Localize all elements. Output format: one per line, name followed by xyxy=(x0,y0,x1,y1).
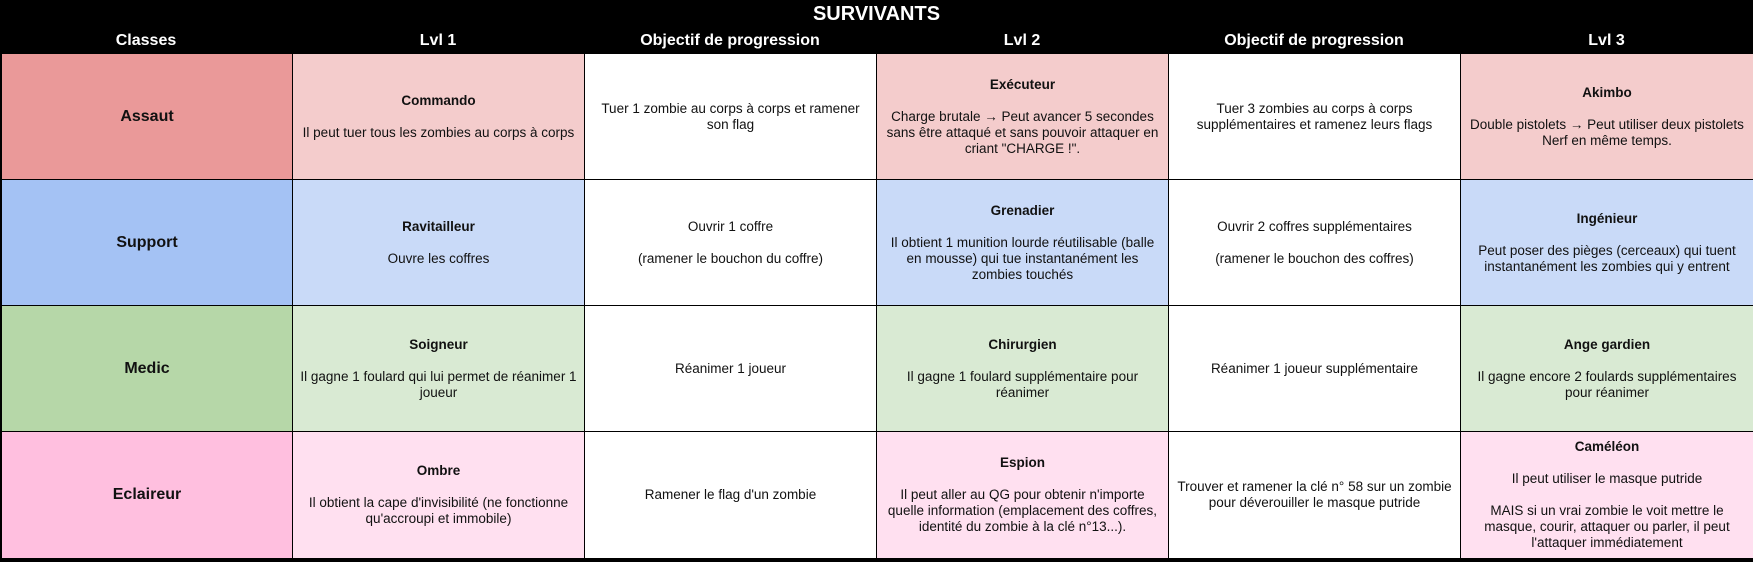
level-description: Ouvre les coffres xyxy=(387,250,490,266)
class-name: Assaut xyxy=(120,107,174,125)
objective1-cell-eclaireur xyxy=(584,431,876,558)
lvl2-cell-medic xyxy=(876,305,1168,431)
objective-text: Réanimer 1 joueur xyxy=(674,360,787,376)
level-name: Ange gardien xyxy=(1563,336,1651,352)
level-description: Double pistolets → Peut utiliser deux pistolets Nerf en même temps. xyxy=(1470,116,1744,148)
level-description: Charge brutale → Peut avancer 5 secondes sans être attaqué et sans pouvoir attaquer en criant "CHARGE !". xyxy=(886,108,1159,156)
header-classes: Classes xyxy=(115,32,177,49)
level-name: Ravitailleur xyxy=(402,218,475,234)
lvl1-cell-medic xyxy=(292,305,584,431)
objective1-cell-assault xyxy=(584,53,876,179)
class-cell-support xyxy=(0,179,292,305)
objective-text: Tuer 3 zombies au corps à corps supplémentaires et ramenez leurs flags xyxy=(1196,100,1433,132)
level-name: Commando xyxy=(401,92,476,108)
lvl2-cell-support xyxy=(876,179,1168,305)
level-description: Peut poser des pièges (cerceaux) qui tuent instantanément les zombies qui y entrent xyxy=(1478,242,1736,274)
header-lvl3: Lvl 3 xyxy=(1588,32,1625,49)
lvl3-cell-assault xyxy=(1460,53,1753,179)
level-name: Ingénieur xyxy=(1576,210,1638,226)
objective1-cell-medic xyxy=(584,305,876,431)
level-description: Il peut tuer tous les zombies au corps à corps xyxy=(302,124,575,140)
level-name: Caméléon xyxy=(1574,439,1640,454)
level-description: Il peut utiliser le masque putride MAIS si un vrai zombie le voit mettre le masque, courir, attaquer ou parler, il peut l'attaquer immédiatement xyxy=(1484,471,1730,550)
level-name: Soigneur xyxy=(409,336,468,352)
objective-text: Tuer 1 zombie au corps à corps et ramener son flag xyxy=(601,100,860,132)
survivor-classes-table xyxy=(0,28,1753,558)
objective2-cell-medic xyxy=(1168,305,1460,431)
level-name: Akimbo xyxy=(1582,84,1632,100)
objective2-cell-support xyxy=(1168,179,1460,305)
level-name: Ombre xyxy=(416,463,461,478)
lvl3-cell-eclaireur xyxy=(1460,431,1753,558)
header-lvl1: Lvl 1 xyxy=(419,32,457,49)
class-name: Support xyxy=(116,233,178,251)
header-objective-2: Objectif de progression xyxy=(1224,32,1404,49)
level-description: Il obtient 1 munition lourde réutilisable (balle en mousse) qui tue instantanément les zombies touchés xyxy=(890,234,1155,282)
page-title: SURVIVANTS xyxy=(812,3,941,25)
level-description: Il gagne 1 foulard qui lui permet de réanimer 1 joueur xyxy=(300,368,577,400)
level-description: Il obtient la cape d'invisibilité (ne fonctionne qu'accroupi et immobile) xyxy=(308,495,569,526)
level-name: Espion xyxy=(999,455,1045,470)
objective-text: Ramener le flag d'un zombie xyxy=(644,487,817,502)
objective-text: Réanimer 1 joueur supplémentaire xyxy=(1210,360,1419,376)
objective2-cell-eclaireur xyxy=(1168,431,1460,558)
lvl1-cell-assault xyxy=(292,53,584,179)
class-name: Medic xyxy=(124,359,170,377)
lvl2-cell-eclaireur xyxy=(876,431,1168,558)
lvl3-cell-support xyxy=(1460,179,1753,305)
level-description: Il gagne encore 2 foulards supplémentaires pour réanimer xyxy=(1477,368,1737,400)
level-name: Exécuteur xyxy=(989,76,1056,92)
class-cell-eclaireur xyxy=(0,431,292,558)
header-objective-1: Objectif de progression xyxy=(640,32,820,49)
class-cell-assault xyxy=(0,53,292,179)
objective2-cell-assault xyxy=(1168,53,1460,179)
objective-text: Ouvrir 2 coffres supplémentaires (ramener le bouchon des coffres) xyxy=(1215,218,1414,266)
lvl2-cell-assault xyxy=(876,53,1168,179)
lvl1-cell-support xyxy=(292,179,584,305)
objective-text: Trouver et ramener la clé n° 58 sur un zombie pour déverouiller le masque putride xyxy=(1177,479,1452,510)
class-cell-medic xyxy=(0,305,292,431)
objective-text: Ouvrir 1 coffre (ramener le bouchon du coffre) xyxy=(637,218,824,266)
level-description: Il peut aller au QG pour obtenir n'importe quelle information (emplacement des coffres, identité du zombie à la clé n°13...). xyxy=(887,487,1158,534)
class-name: Eclaireur xyxy=(112,486,182,503)
header-lvl2: Lvl 2 xyxy=(1003,32,1041,49)
lvl3-cell-medic xyxy=(1460,305,1753,431)
objective1-cell-support xyxy=(584,179,876,305)
level-name: Chirurgien xyxy=(988,336,1057,352)
level-description: Il gagne 1 foulard supplémentaire pour réanimer xyxy=(906,368,1139,400)
lvl1-cell-eclaireur xyxy=(292,431,584,558)
level-name: Grenadier xyxy=(990,202,1055,218)
